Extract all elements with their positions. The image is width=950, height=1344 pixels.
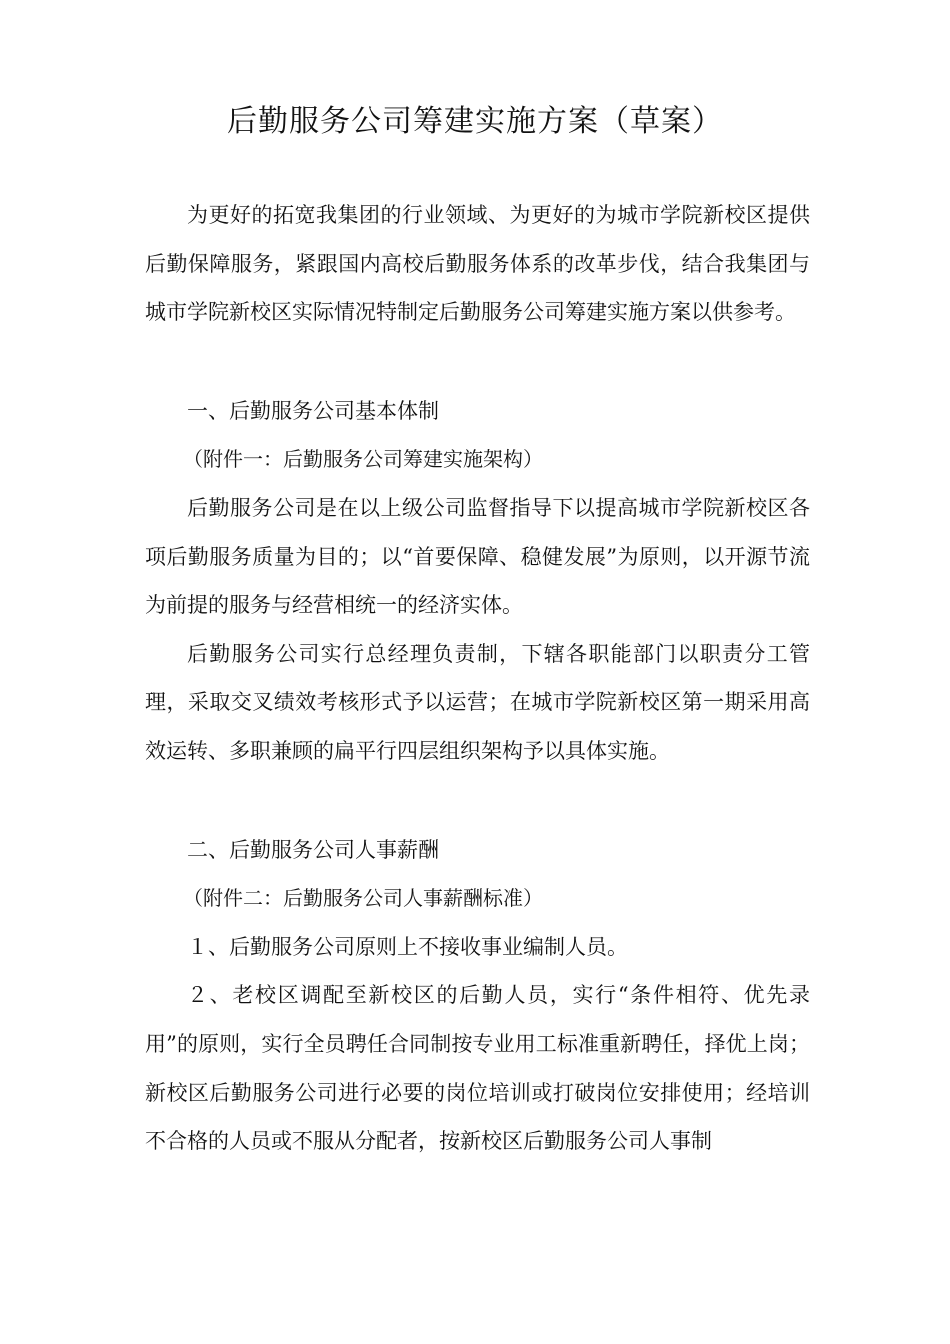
section-1-attachment-note: （附件一：后勤服务公司筹建实施架构） xyxy=(183,447,543,472)
section-1-paragraph: 后勤服务公司实行总经理负责制，下辖各职能部门以职责分工管理，采取交叉绩效考核形式予以运营；在城市学院新校区第一期采用高效运转、多职兼顾的扁平行四层组织架构予以具体实施。 xyxy=(145,641,810,763)
document-title: 后勤服务公司筹建实施方案（草案） xyxy=(227,104,723,139)
section-2-paragraph: １、后勤服务公司原则上不接收事业编制人员。 xyxy=(187,934,628,959)
section-2-paragraph: ２、老校区调配至新校区的后勤人员，实行“条件相符、优先录用”的原则，实行全员聘任合同制按专业用工标准重新聘任，择优上岗；新校区后勤服务公司进行必要的岗位培训或打破岗位安排使用；经培训不合格的人员或不服从分配者，按新校区后勤服务公司人事制 xyxy=(145,983,810,1154)
document-body xyxy=(145,191,810,1166)
section-1-heading: 一、后勤服务公司基本体制 xyxy=(187,398,439,423)
section-2-attachment-note: （附件二：后勤服务公司人事薪酬标准） xyxy=(183,886,543,911)
section-spacer xyxy=(145,776,810,826)
section-1-paragraph: 后勤服务公司是在以上级公司监督指导下以提高城市学院新校区各项后勤服务质量为目的；以“首要保障、稳健发展”为原则，以开源节流为前提的服务与经营相统一的经济实体。 xyxy=(145,495,810,618)
section-spacer xyxy=(145,337,810,387)
section-2-heading: 二、后勤服务公司人事薪酬 xyxy=(187,837,439,862)
intro-paragraph: 为更好的拓宽我集团的行业领域、为更好的为城市学院新校区提供后勤保障服务，紧跟国内高校后勤服务体系的改革步伐，结合我集团与城市学院新校区实际情况特制定后勤服务公司筹建实施方案以供参考。 xyxy=(145,203,810,325)
